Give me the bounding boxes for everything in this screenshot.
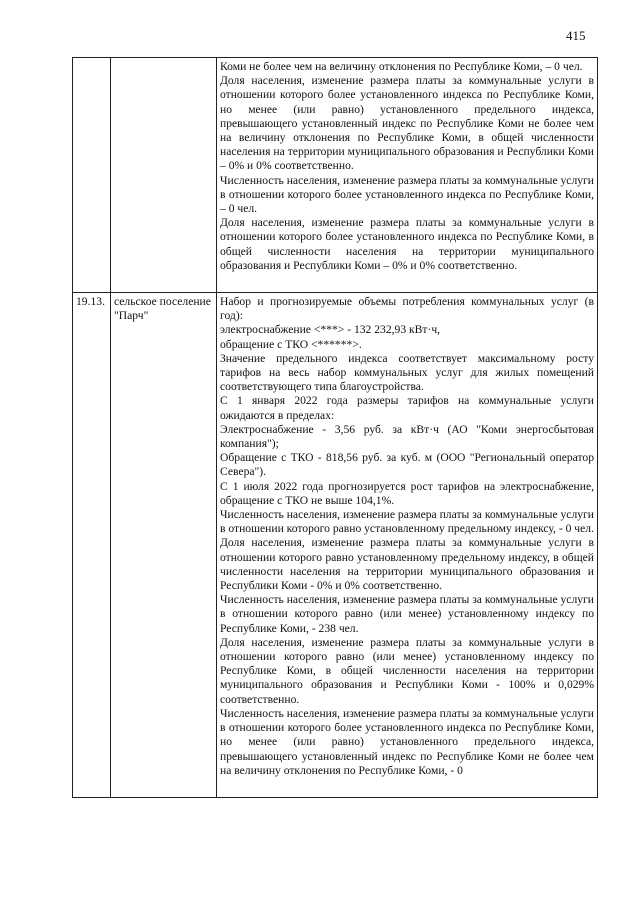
paragraph: Доля населения, изменение размера платы за коммунальные услуги в отношении которого более установленного индекса по Республике Коми, в общей численности населения на территории муниципального образования и Республики Коми – 0% и 0% соответственно.	[220, 216, 594, 272]
paragraph: Численность населения, изменение размера платы за коммунальные услуги в отношении которого равно (или менее) установленному индексу по Республике Коми, - 238 чел.	[220, 593, 594, 635]
paragraph: Численность населения, изменение размера платы за коммунальные услуги в отношении которого более установленного индекса по Республике Коми, – 0 чел.	[220, 173, 594, 216]
paragraph: электроснабжение <***> - 132 232,93 кВт·ч,	[220, 323, 441, 337]
paragraph: Значение предельного индекса соответствует максимальному росту тарифов на весь набор коммунальных услуг для жилых помещений соответствующего типа благоустройства.	[220, 351, 594, 394]
paragraph: С 1 июля 2022 года прогнозируется рост тарифов на электроснабжение, обращение с ТКО не выше 104,1%.	[220, 479, 594, 507]
settlement-name-cell	[111, 58, 217, 293]
settlement-name-cell: сельское поселение "Парч"	[111, 293, 217, 798]
paragraph: Электроснабжение - 3,56 руб. за кВт·ч (АО "Коми энергосбытовая компания");	[220, 422, 594, 451]
paragraph: Доля населения, изменение размера платы за коммунальные услуги в отношении которого равно (или менее) установленному индексу по Республике Коми, в общей численности населения на территории муниципального образования и Республики Коми - 100% и 0,029% соответственно.	[220, 635, 594, 706]
paragraph: Численность населения, изменение размера платы за коммунальные услуги в отношении которого равно установленному предельному индексу, - 0 чел.	[220, 508, 594, 536]
paragraph: Обращение с ТКО - 818,56 руб. за куб. м (ООО "Региональный оператор Севера").	[220, 451, 594, 479]
paragraph: Коми не более чем на величину отклонения по Республике Коми, – 0 чел.	[220, 60, 583, 73]
description-cell	[217, 293, 598, 798]
row-number-cell	[73, 58, 111, 293]
paragraph: Доля населения, изменение размера платы за коммунальные услуги в отношении которого равно установленному предельному индексу, в общей численности населения на территории муниципального образования и Республики Коми - 0% и 0% соответственно.	[220, 536, 594, 593]
row-number-cell: 19.13.	[73, 293, 111, 798]
paragraph: обращение с ТКО <******>.	[220, 337, 362, 351]
description-cell	[217, 58, 598, 293]
page-number: 415	[566, 28, 586, 43]
paragraph: Доля населения, изменение размера платы за коммунальные услуги в отношении которого более установленного индекса по Республике Коми, но менее (или равно) установленного предельного индекса, превышающего установленный индекс по Республике Коми не более чем на величину отклонения по Республике Коми, в общей численности населения на территории муниципального образования и Республики Коми – 0% и 0% соответственно.	[220, 74, 594, 173]
table-row	[73, 293, 598, 798]
paragraph: Численность населения, изменение размера платы за коммунальные услуги в отношении которого более установленного индекса по Республике Коми, но менее (или равно) установленного предельного индекса, превышающего установленный индекс по Республике Коми не более чем на величину отклонения по Республике Коми, - 0	[220, 706, 594, 777]
paragraph: Набор и прогнозируемые объемы потребления коммунальных услуг (в год):	[220, 295, 594, 323]
document-table	[72, 57, 598, 798]
paragraph: С 1 января 2022 года размеры тарифов на коммунальные услуги ожидаются в пределах:	[220, 394, 594, 422]
table-row	[73, 58, 598, 293]
